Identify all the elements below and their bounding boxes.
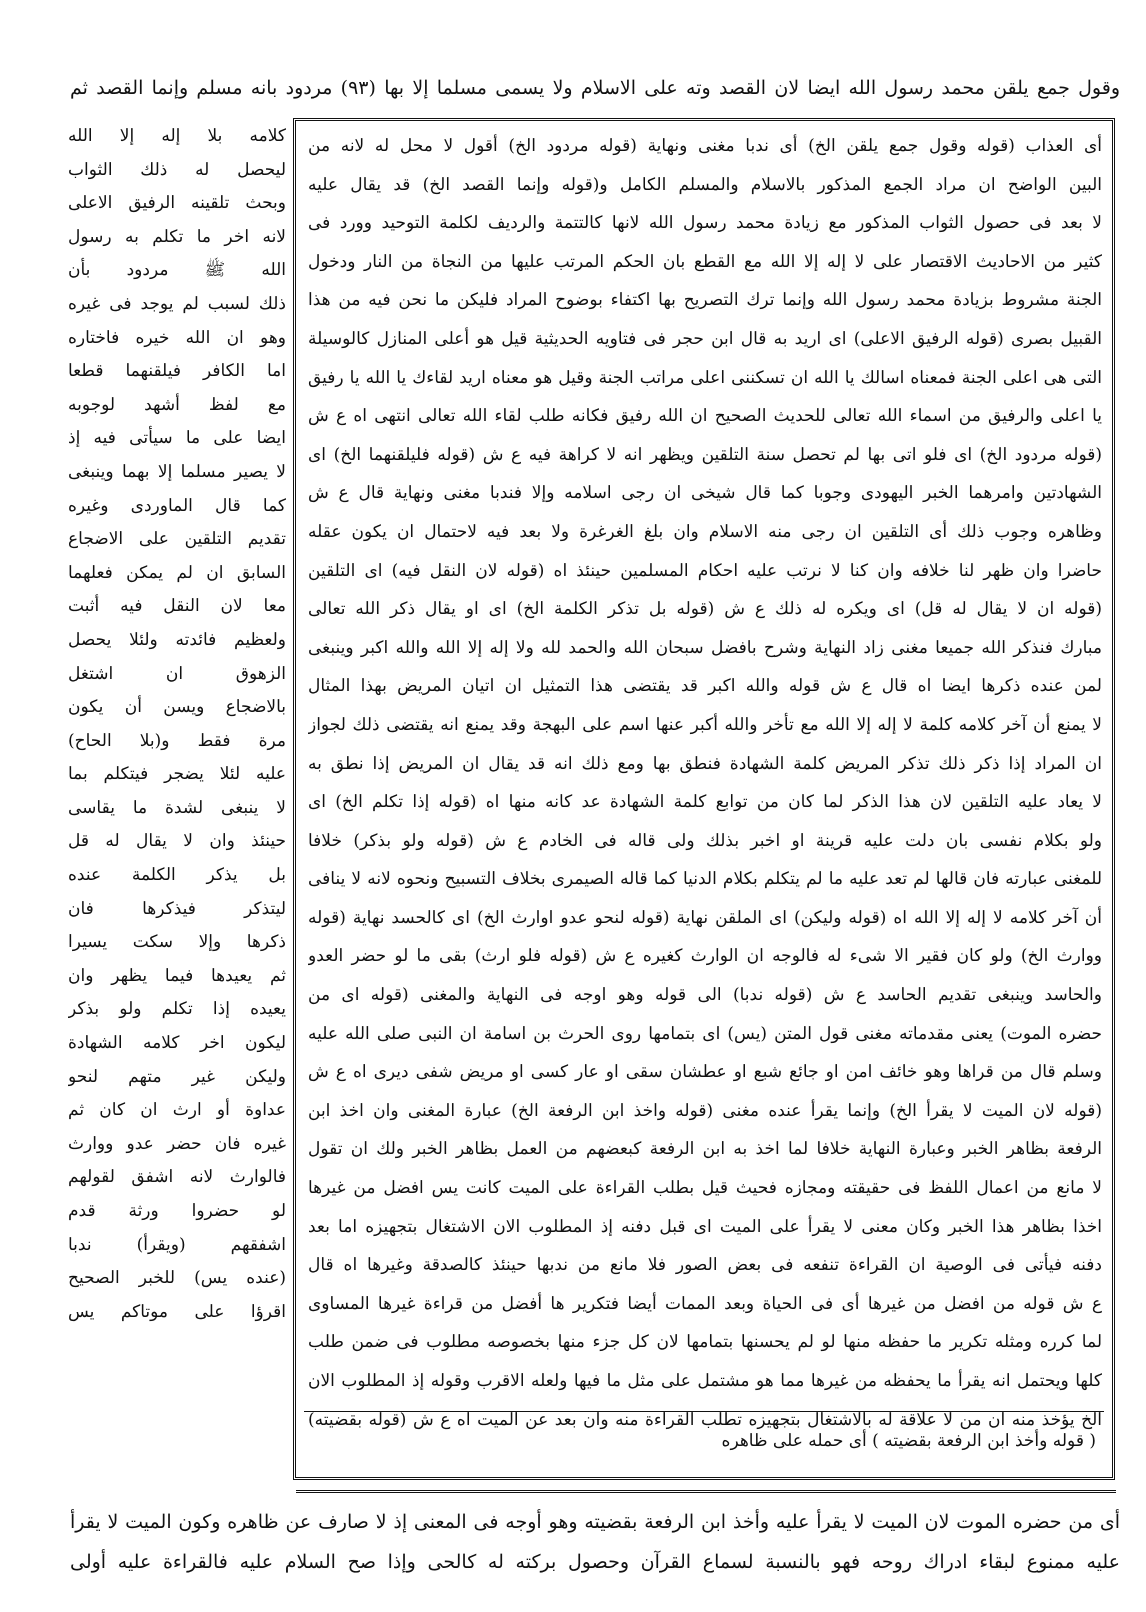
side-line: فالوارث لانه اشفق لقولهم [68, 1167, 286, 1188]
commentary-text [308, 127, 1102, 1439]
side-line: اشفقهم (ويقرأ) ندبا [68, 1234, 286, 1255]
side-line: لو حضروا ورثة قدم [68, 1201, 286, 1221]
commentary-line: الخ يؤخذ منه ان من لا علاقة له بالاشتغال بتجهيزه تطلب القراءة منه وان بعد عن الميت اه ع ش (قوله بقضيته) [308, 1409, 1102, 1430]
side-line: مرة فقط و(بلا الحاح) [68, 730, 286, 751]
commentary-line: لا مانع من اعمال اللفظ فى حقيقته ومجازه فحيث قيل بطلب القراءة على الميت كانت يس افضل من غيرها [308, 1178, 1102, 1199]
commentary-line: وظاهره وجوب ذلك أى التلقين ان رجى منه الاسلام وان بلغ الغرغرة ولا بعد فيه لاحتمال ان يكون عقله [308, 521, 1102, 542]
commentary-line: الرفعة بظاهر الخبر وعبارة النهاية خلافا لما اخذ به ابن الرفعة كبعضهم من العمل بظاهر الخبر ولك ان تقول [308, 1139, 1102, 1160]
bottom-line: أى من حضره الموت لان الميت لا يقرأ عليه وأخذ ابن الرفعة بقضيته وهو أوجه فى المعنى إذ لا صارف عن ظاهره وكون الميت لا يقرأ [70, 1511, 1120, 1533]
page-number: (٩٣) [340, 77, 376, 99]
side-line: ليحصل له ذلك الثواب [68, 159, 286, 180]
side-line: السابق ان لم يمكن فعلهما [68, 562, 286, 583]
bottom-divider [296, 1490, 1116, 1493]
commentary-line: والحاسد وينبغى تقديم الحاسد ع ش (قوله ندبا) الى قوله وهو اوجه فى النهاية والمغنى (قوله اى من [308, 985, 1102, 1006]
side-line: كلامه بلا إله إلا الله [68, 126, 286, 146]
header-text: وقول جمع يلقن محمد رسول الله ايضا لان القصد وته على الاسلام ولا يسمى مسلما إلا بها [384, 77, 1120, 99]
commentary-line: لا يعاد عليه التلقين لان هذا الذكر لما كان من توابع كلمة الشهادة عد كانه منها اه (قوله إذا تكلم الخ) اى [308, 792, 1102, 813]
commentary-line: أن آخر كلامه لا إله إلا الله اه (قوله وليكن) اى الملقن نهاية (قوله لنحو عدو اوارث الخ) اى كالحسد نهاية (قوله [308, 907, 1102, 928]
commentary-line: كلها ويحتمل انه يقرأ ما يحفظه من غيرها مما هو مشتمل على مثل ما فيها ولعله الاقرب وقوله إذ المطلوب الان [308, 1371, 1102, 1391]
header-text-after: مردود بانه مسلم وإنما القصد ثم [70, 77, 333, 99]
running-header [70, 70, 1120, 106]
commentary-line: لا بعد فى حصول الثواب المذكور مع زيادة محمد رسول الله لانها كالتتمة والرديف لكلمة التوحيد وورد فى [308, 213, 1102, 234]
side-line: لا ينبغى لشدة ما يقاسى [68, 797, 286, 818]
commentary-line: (قوله ان لا يقال له قل) اى ويكره له ذلك ع ش (قوله بل تذكر الكلمة الخ) اى او يقال ذكر الله تعالى [308, 599, 1102, 620]
side-line: معا لان النقل فيه أثبت [68, 596, 286, 617]
side-line: وليكن غير متهم لنحو [68, 1066, 286, 1087]
commentary-line: (قوله لان الميت لا يقرأ الخ) وإنما يقرأ عنده مغنى (قوله واخذ ابن الرفعة الخ) عبارة المغنى وان اخذ ابن [308, 1100, 1102, 1121]
side-line: تقديم التلقين على الاضجاع [68, 529, 286, 550]
side-line: اقرؤا على موتاكم يس [68, 1301, 286, 1322]
side-line: لا يصير مسلما إلا بهما وينبغى [68, 461, 286, 482]
commentary-line: لمن عنده ذكرها ايضا اه قال ع ش قوله والله اكبر قد يقتضى هذا التمثيل ان اتيان المريض بهذا المثال [308, 676, 1102, 697]
side-line: بل يذكر الكلمة عنده [68, 865, 286, 886]
commentary-line: التى هى اعلى الجنة فمعناه اسالك يا الله ان تسكننى اعلى مراتب الجنة وقيل هو معناه اريد لقاءك يا الله يا رفيق [308, 367, 1102, 388]
side-line: (عنده يس) للخبر الصحيح [68, 1268, 286, 1289]
commentary-line: وسلم قال من قراها وهو خائف امن او جائع شبع او عطشان سقى او عار كسى او مريض شفى ديرى اه ع ش [308, 1062, 1102, 1083]
commentary-line: ولو بكلام نفسى بان دلت عليه قرينة او اخبر بذلك ولى قاله فى الخادم ع ش (قوله ولو بذكر) خلافا [308, 830, 1102, 851]
side-line: ليكون اخر كلامه الشهادة [68, 1033, 286, 1054]
commentary-line: حاضرا وان ظهر لنا خلافه وان كنا لا نرتب عليه احكام المسلمين حينئذ اه (قوله لان النقل فيه) اى التلقين [308, 560, 1102, 581]
commentary-line: البين الواضح ان مراد الجمع المذكور بالاسلام والمسلم الكامل و(قوله وإنما القصد الخ) قد يقال عليه [308, 174, 1102, 195]
side-line: لانه اخر ما تكلم به رسول [68, 226, 286, 247]
side-line: ثم يعيدها فيما يظهر وان [68, 965, 286, 986]
side-line: اما الكافر فيلقنهما قطعا [68, 361, 286, 382]
side-line: وهو ان الله خيره فاختاره [68, 327, 286, 348]
commentary-line: دفنه فيأتى فى الوصية ان القراءة تنفعه فى بعض الصور فلا مانع من ندبها حينئذ كالصدقة وغيرها اه قال [308, 1255, 1102, 1276]
commentary-line: كثير من الاحاديث الاقتصار على لا إله إلا الله مع القطع بان الحكم المرتب عليها من النجاة من النار ودخول [308, 251, 1102, 272]
commentary-line: لما كرره ومثله تكرير ما حفظه منها لو لم يحسنها بتمامها لان كل جزء منها بخصوصه مطلوب فى ضمن طلب [308, 1332, 1102, 1353]
commentary-line: للمغنى عبارته فان قالها لم تعد عليه ما لم يتكلم بكلام الدنيا كما قاله الصيمرى بخلاف التسبيح ونحوه لانه لا ينافى [308, 869, 1102, 890]
commentary-line: ووارث الخ) ولو كان فقير الا شىء له فالوجه ان الوارث كغيره ع ش (قوله فلو ارث) بقى ما لو حضر العدو [308, 946, 1102, 967]
commentary-line: (قوله مردود الخ) اى فلو اتى بها لم تحصل سنة التلقين ويظهر انه لا كراهة فيه ع ش (قوله فليلقنهما الخ) اى [308, 444, 1102, 465]
side-line: حينئذ وان لا يقال له قل [68, 831, 286, 852]
side-line: ليتذكر فيذكرها فان [68, 898, 286, 919]
side-line: الزهوق ان اشتغل [68, 663, 286, 684]
commentary-line: يا اعلى والرفيق من اسماء الله تعالى للحديث الصحيح ان الله رفيق فكانه طلب لقاء الله تعالى انتهى اه ع ش [308, 406, 1102, 427]
side-line: غيره فان حضر عدو ووارث [68, 1133, 286, 1154]
commentary-line: اخذا بظاهر هذا الخبر وكان معنى لا يقرأ على الميت اى قبل دفنه إذ المطلوب الان الاشتغال بتجهيزه اما بعد [308, 1216, 1102, 1237]
footnote: ( قوله وأخذ ابن الرفعة بقضيته ) أى حمله على ظاهره [721, 1431, 1096, 1451]
commentary-line: ان المراد إذا ذكر ذلك تذكر المريض كلمة الشهادة فنطق بها ومع ذلك انه قد يقال ان المريض إذا نطق به [308, 753, 1102, 774]
side-line: عداوة أو ارث ان كان ثم [68, 1100, 286, 1121]
commentary-line: مبارك فنذكر الله جميعا مغنى زاد النهاية وشرح بافضل سبحان الله والحمد لله ولا إله إلا الله والله اكبر وينبغى [308, 637, 1102, 658]
commentary-line: القبيل بصرى (قوله الرفيق الاعلى) اى اريد به قال ابن حجر فى فتاويه الحديثية قيل هو أعلى المنازل كالوسيلة [308, 328, 1102, 349]
side-line: ايضا على ما سيأتى فيه إذ [68, 428, 286, 449]
side-line: كما قال الماوردى وغيره [68, 495, 286, 516]
bottom-text [70, 1502, 1120, 1582]
side-line: الله ﷺ مردود بأن [68, 260, 286, 281]
side-line: مع لفظ أشهد لوجوبه [68, 394, 286, 415]
commentary-line: الشهادتين وامرهما الخبر اليهودى وجوبا كما قال شيخى ان رجى اسلامه وإلا فندبا مغنى ونهاية قال ع ش [308, 483, 1102, 504]
commentary-line: ع ش قوله من افضل من غيرها أى فى الحياة وبعد الممات أيضا فتكرير ها أفضل من قراءة غيرها المساوى [308, 1293, 1102, 1314]
side-line: عليه لئلا يضجر فيتكلم بما [68, 764, 286, 785]
commentary-line: حضره الموت) يعنى مقدماته مغنى قول المتن (يس) اى بتمامها روى الحرث بن اسامة ان النبى صلى الله عليه [308, 1023, 1102, 1044]
side-line: يعيده إذا تكلم ولو بذكر [68, 999, 286, 1020]
side-line: ذكرها وإلا سكت يسيرا [68, 932, 286, 953]
side-line: ذلك لسبب لم يوجد فى غيره [68, 293, 286, 314]
commentary-line: الجنة مشروط بزيادة محمد رسول الله وإنما ترك التصريح بها اكتفاء بوضوح المراد فليكن ما نحن فيه من هذا [308, 290, 1102, 311]
commentary-line: أى العذاب (قوله وقول جمع يلقن الخ) أى ندبا مغنى ونهاية (قوله مردود الخ) أقول لا محل له لانه من [308, 136, 1102, 156]
bottom-line: عليه ممنوع لبقاء ادراك روحه فهو بالنسبة لسماع القرآن وحصول بركته له كالحى وإذا صح السلام عليه فالقراءة عليه أولى [70, 1551, 1120, 1573]
side-line: وبحث تلقينه الرفيق الاعلى [68, 193, 286, 214]
note-divider [304, 1411, 1104, 1412]
commentary-box [293, 118, 1115, 1480]
side-line: بالاضجاع ويسن أن يكون [68, 697, 286, 718]
side-line: ولعظيم فائدته ولئلا يحصل [68, 629, 286, 650]
side-column-matn [68, 120, 286, 1329]
commentary-line: لا يمنع أن آخر كلامه كلمة لا إله إلا الله مع تأخر والله أكبر عنها اسم على البهجة وقد يمنع انه يقتضى ذلك لجواز [308, 714, 1102, 735]
